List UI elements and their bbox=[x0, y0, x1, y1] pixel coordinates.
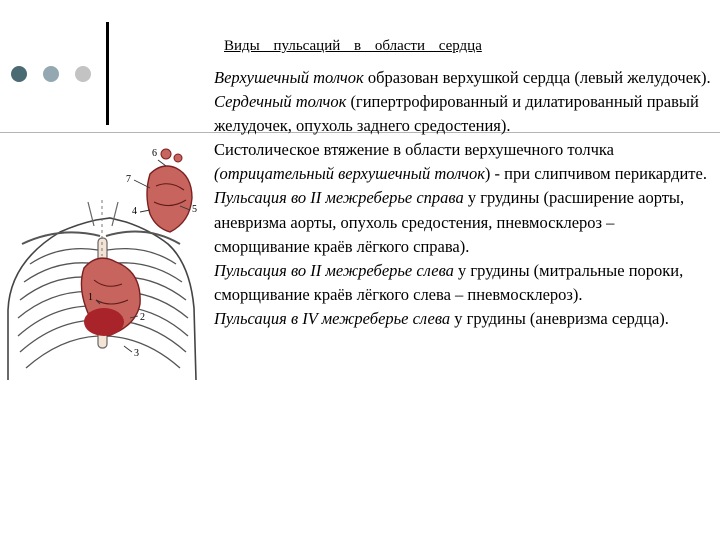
figure-number: 3 bbox=[134, 348, 139, 359]
slide-title: Виды пульсаций в области сердца bbox=[224, 38, 482, 54]
vessel-stub bbox=[161, 149, 171, 159]
term: Пульсация во II межреберье справа bbox=[214, 188, 464, 208]
term: (отрицательный верхушечный толчок bbox=[214, 164, 485, 184]
vertical-rule bbox=[106, 22, 109, 125]
left-clavicle bbox=[22, 232, 100, 244]
description: образован верхушкой сердца (левый желудочек). bbox=[363, 68, 711, 87]
figure-number: 6 bbox=[152, 148, 157, 159]
figure-number: 7 bbox=[126, 174, 131, 185]
paragraph-2nd-left bbox=[214, 259, 714, 307]
description: у грудины (митральные пороки, сморщивание краёв лёгкого слева – пневмосклероз). bbox=[214, 260, 684, 304]
figure-number: 4 bbox=[132, 206, 137, 217]
term: Пульсация во II межреберье слева bbox=[214, 260, 454, 280]
term: Пульсация в IV межреберье слева bbox=[214, 308, 451, 328]
vessel-stub bbox=[174, 154, 182, 162]
description: у грудины (расширение аорты, аневризма аорты, опухоль средостения, пневмосклероз – сморщивание краёв лёгкого справа). bbox=[214, 188, 685, 256]
slide-body bbox=[214, 66, 714, 331]
heart-apex bbox=[84, 308, 124, 336]
paragraph-4th-left bbox=[214, 307, 714, 331]
bullet-dot bbox=[43, 66, 59, 82]
figure-number: 2 bbox=[140, 312, 145, 323]
description: у грудины (аневризма сердца). bbox=[450, 308, 669, 328]
chest-heart-illustration bbox=[0, 140, 214, 380]
term: Сердечный толчок bbox=[214, 92, 347, 112]
figure-number: 5 bbox=[192, 204, 197, 215]
bullet-dot bbox=[11, 66, 27, 82]
description: (гипертрофированный и дилатированный правый желудочек, опухоль заднего средостения). bbox=[214, 92, 699, 136]
bullet-dot bbox=[75, 66, 91, 82]
paragraph-systolic-retraction bbox=[214, 138, 714, 186]
right-clavicle bbox=[106, 232, 180, 245]
lead-text: Систолическое втяжение в области верхушечного толчка bbox=[214, 140, 614, 160]
paragraph-apex-beat bbox=[214, 66, 714, 90]
description: ) - при слипчивом перикардите. bbox=[484, 164, 707, 184]
figure-number: 1 bbox=[88, 292, 93, 303]
neck-lines bbox=[88, 202, 118, 226]
term: Верхушечный толчок bbox=[214, 68, 364, 87]
heart-sketch bbox=[147, 166, 192, 232]
paragraph-cardiac-beat bbox=[214, 90, 714, 138]
paragraph-2nd-right bbox=[214, 186, 714, 258]
